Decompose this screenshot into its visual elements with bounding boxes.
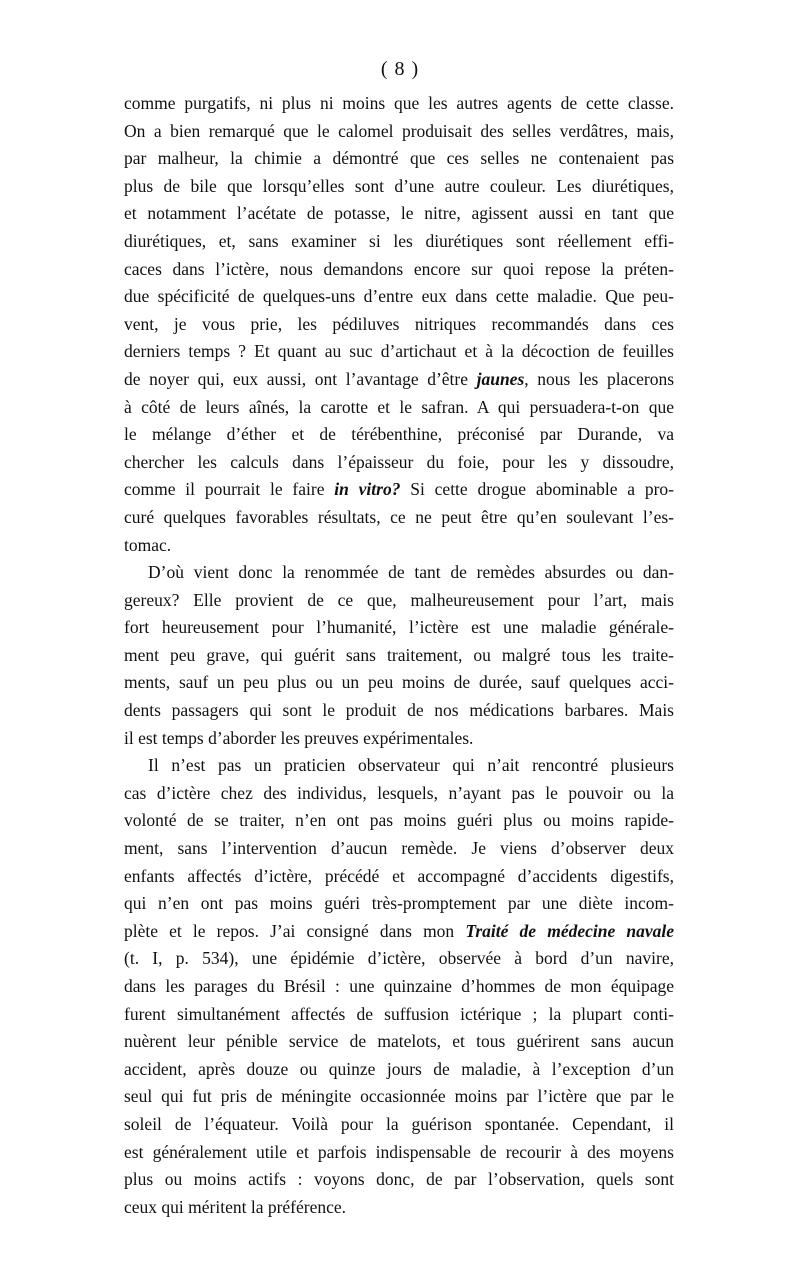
text-line: à côté de leurs aînés, la carotte et le safran. A qui persuadera-t-on que <box>124 396 674 417</box>
text-line: derniers temps ? Et quant au suc d’artichaut et à la décoction de feuilles <box>124 341 674 362</box>
text-segment: plète et le repos. J’ai consigné dans mon <box>124 920 466 941</box>
text-line: vent, je vous prie, les pédiluves nitriques recommandés dans ces <box>124 313 674 334</box>
text-line: ment peu grave, qui guérit sans traitement, ou malgré tous les traite- <box>124 644 674 665</box>
text-line: est généralement utile et parfois indispensable de recourir à des moyens <box>124 1141 674 1162</box>
text-line: dans les parages du Brésil : une quinzaine d’hommes de mon équipage <box>124 976 674 996</box>
text-line: Il n’est pas un praticien observateur qui n’ait rencontré plusieurs <box>148 755 674 776</box>
page-number: ( 8 ) <box>380 58 420 80</box>
text-line: seul qui fut pris de méningite occasionnée moins par l’ictère que par le <box>124 1086 674 1107</box>
text-line: diurétiques, et, sans examiner si les diurétiques sont réellement effi- <box>124 230 674 251</box>
text-line <box>124 918 674 946</box>
text-line: tomac. <box>124 534 172 555</box>
text-line: qui n’en ont pas moins guéri très-promptement par une diète incom- <box>124 893 674 914</box>
text-line: comme purgatifs, ni plus ni moins que les autres agents de cette classe. <box>124 93 674 113</box>
text-line: On a bien remarqué que le calomel produisait des selles verdâtres, mais, <box>124 120 674 141</box>
text-segment: de noyer qui, eux aussi, ont l’avantage d’être <box>124 368 477 389</box>
italic-phrase: Traité de médecine navale <box>465 920 675 941</box>
text-line: ceux qui méritent la préférence. <box>124 1196 347 1217</box>
text-line <box>124 476 674 504</box>
text-line: plus ou moins actifs : voyons donc, de par l’observation, quels sont <box>124 1169 674 1190</box>
text-line: due spécificité de quelques-uns d’entre eux dans cette maladie. Que peu- <box>124 286 674 307</box>
text-line: volonté de se traiter, n’en ont pas moins guéri plus ou moins rapide- <box>124 810 674 831</box>
text-line: fort heureusement pour l’humanité, l’ictère est une maladie générale- <box>124 617 674 638</box>
text-line: chercher les calculs dans l’épaisseur du foie, pour les y dissoudre, <box>124 451 674 472</box>
text-line: soleil de l’équateur. Voilà pour la guérison spontanée. Cependant, il <box>124 1113 674 1134</box>
italic-phrase: jaunes <box>476 368 525 389</box>
text-line <box>124 366 674 394</box>
text-line: cas d’ictère chez des individus, lesquels, n’ayant pas le pouvoir ou la <box>124 782 674 803</box>
text-line: accident, après douze ou quinze jours de maladie, à l’exception d’un <box>124 1058 674 1079</box>
text-segment: comme il pourrait le faire <box>124 479 335 500</box>
text-segment: , nous les placerons <box>524 368 674 389</box>
italic-phrase: in vitro? <box>334 479 401 500</box>
text-line: caces dans l’ictère, nous demandons encore sur quoi repose la préten- <box>124 258 674 279</box>
text-segment: Si cette drogue abominable a pro- <box>400 479 675 500</box>
text-line: ments, sauf un peu plus ou un peu moins de durée, sauf quelques acci- <box>124 672 674 693</box>
text-line: nuèrent leur pénible service de matelots, et tous guérirent sans aucun <box>124 1031 674 1052</box>
text-line: plus de bile que lorsqu’elles sont d’une autre couleur. Les diurétiques, <box>124 175 674 196</box>
text-line: furent simultanément affectés de suffusion ictérique ; la plupart conti- <box>124 1003 674 1024</box>
text-line: curé quelques favorables résultats, ce ne peut être qu’en soulevant l’es- <box>124 506 674 527</box>
text-line: par malheur, la chimie a démontré que ces selles ne contenaient pas <box>124 148 674 169</box>
text-line: il est temps d’aborder les preuves expérimentales. <box>124 727 474 748</box>
text-line: enfants affectés d’ictère, précédé et accompagné d’accidents digestifs, <box>124 865 674 886</box>
text-line: ment, sans l’intervention d’aucun remède. Je viens d’observer deux <box>124 838 674 859</box>
text-line: gereux? Elle provient de ce que, malheureusement pour l’art, mais <box>124 589 674 610</box>
body-text <box>124 90 674 1221</box>
text-line: le mélange d’éther et de térébenthine, préconisé par Durande, va <box>124 424 674 445</box>
text-line: D’où vient donc la renommée de tant de remèdes absurdes ou dan- <box>148 562 674 583</box>
text-line: (t. I, p. 534), une épidémie d’ictère, observée à bord d’un navire, <box>124 948 674 969</box>
text-line: dents passagers qui sont le produit de nos médications barbares. Mais <box>124 700 674 721</box>
text-line: et notamment l’acétate de potasse, le nitre, agissent aussi en tant que <box>124 203 674 224</box>
